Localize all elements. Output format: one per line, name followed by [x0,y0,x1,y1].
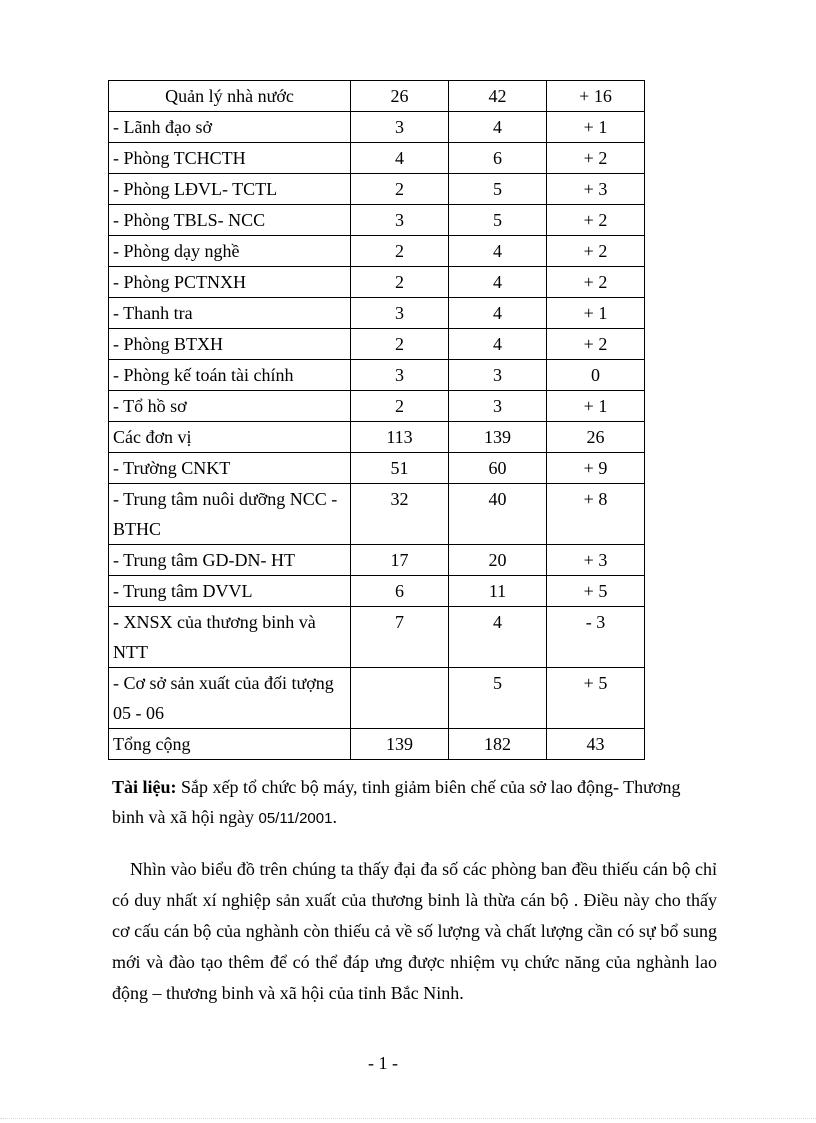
table-row [109,81,645,112]
value-2001-cell: 5 [449,205,547,236]
value-2001-cell: 20 [449,545,547,576]
difference-cell: + 2 [547,143,645,174]
value-2001-cell: 4 [449,329,547,360]
value-2001-cell: 139 [449,422,547,453]
row-name-cell: Quản lý nhà nước [109,81,351,112]
row-name-cell: - Phòng dạy nghề [109,236,351,267]
table-row [109,205,645,236]
source-date: 05/11/2001 [258,810,333,827]
difference-cell: + 2 [547,236,645,267]
row-name-cell: - Phòng TCHCTH [109,143,351,174]
row-name-cell: - XNSX của thương binh và NTT [109,607,351,668]
table-row [109,360,645,391]
table-row [109,607,645,668]
table-row [109,453,645,484]
value-2001-cell: 42 [449,81,547,112]
table-row [109,391,645,422]
difference-cell: 26 [547,422,645,453]
value-2001-cell: 4 [449,236,547,267]
value-2000-cell: 2 [351,236,449,267]
source-label: Tài liệu: [112,777,177,797]
difference-cell: + 5 [547,668,645,729]
difference-cell: + 2 [547,267,645,298]
table-row [109,668,645,729]
difference-cell: - 3 [547,607,645,668]
value-2001-cell: 60 [449,453,547,484]
row-name-cell: - Phòng TBLS- NCC [109,205,351,236]
difference-cell: + 2 [547,205,645,236]
value-2001-cell: 4 [449,112,547,143]
row-name-cell: - Trường CNKT [109,453,351,484]
row-name-cell: - Trung tâm GD-DN- HT [109,545,351,576]
value-2000-cell: 3 [351,112,449,143]
table-row [109,484,645,545]
value-2000-cell: 3 [351,298,449,329]
value-2001-cell: 5 [449,174,547,205]
value-2000-cell: 2 [351,267,449,298]
table-row [109,267,645,298]
value-2000-cell: 2 [351,329,449,360]
table-row [109,298,645,329]
value-2001-cell: 182 [449,729,547,760]
value-2000-cell: 3 [351,360,449,391]
table-row [109,329,645,360]
value-2000-cell: 139 [351,729,449,760]
row-name-cell: - Trung tâm nuôi dưỡng NCC - BTHC [109,484,351,545]
table-row [109,236,645,267]
value-2000-cell: 32 [351,484,449,545]
table-row [109,174,645,205]
value-2001-cell: 4 [449,267,547,298]
value-2001-cell: 6 [449,143,547,174]
table-row [109,112,645,143]
row-name-cell: Các đơn vị [109,422,351,453]
table-row [109,576,645,607]
table-row [109,729,645,760]
row-name-cell: - Cơ sở sản xuất của đối tượng 05 - 06 [109,668,351,729]
source-text: Sắp xếp tổ chức bộ máy, tinh giảm biên chế của sở lao động- Thương binh và xã hội ngày [112,777,681,827]
difference-cell: + 9 [547,453,645,484]
page-number: - 1 - [368,1053,398,1073]
value-2000-cell: 51 [351,453,449,484]
row-name-cell: - Phòng PCTNXH [109,267,351,298]
value-2000-cell: 113 [351,422,449,453]
value-2000-cell: 2 [351,174,449,205]
value-2001-cell: 11 [449,576,547,607]
difference-cell: + 2 [547,329,645,360]
difference-cell: + 3 [547,545,645,576]
source-end: . [332,807,337,827]
value-2000-cell: 26 [351,81,449,112]
value-2000-cell [351,668,449,729]
difference-cell: + 3 [547,174,645,205]
difference-cell: + 8 [547,484,645,545]
page-edge [0,1118,816,1119]
difference-cell: 0 [547,360,645,391]
value-2000-cell: 6 [351,576,449,607]
row-name-cell: - Phòng kế toán tài chính [109,360,351,391]
value-2001-cell: 4 [449,298,547,329]
value-2001-cell: 4 [449,607,547,668]
staff-table [108,80,645,760]
analysis-paragraph: Nhìn vào biểu đồ trên chúng ta thấy đại đa số các phòng ban đều thiếu cán bộ chỉ có duy nhất xí nghiệp sản xuất của thương binh là thừa cán bộ . Điều này cho thấy cơ cấu cán bộ của nghành còn thiếu cả về số lượng và chất lượng cần có sự bổ sung mới và đào tạo thêm để có thể đáp ưng được nhiệm vụ chức năng của nghành lao động – thương binh và xã hội của tỉnh Bắc Ninh. [112,859,717,1003]
value-2001-cell: 40 [449,484,547,545]
row-name-cell: - Thanh tra [109,298,351,329]
row-name-cell: - Tổ hồ sơ [109,391,351,422]
value-2000-cell: 3 [351,205,449,236]
difference-cell: 43 [547,729,645,760]
value-2000-cell: 17 [351,545,449,576]
source-note [112,772,702,834]
row-name-cell: - Trung tâm DVVL [109,576,351,607]
value-2000-cell: 2 [351,391,449,422]
row-name-cell: - Lãnh đạo sở [109,112,351,143]
row-name-cell: - Phòng BTXH [109,329,351,360]
difference-cell: + 16 [547,81,645,112]
value-2001-cell: 5 [449,668,547,729]
row-name-cell: Tổng cộng [109,729,351,760]
difference-cell: + 1 [547,298,645,329]
difference-cell: + 1 [547,391,645,422]
value-2001-cell: 3 [449,360,547,391]
row-name-cell: - Phòng LĐVL- TCTL [109,174,351,205]
value-2000-cell: 7 [351,607,449,668]
value-2001-cell: 3 [449,391,547,422]
difference-cell: + 5 [547,576,645,607]
value-2000-cell: 4 [351,143,449,174]
table-row [109,143,645,174]
table-row [109,422,645,453]
difference-cell: + 1 [547,112,645,143]
table-row [109,545,645,576]
